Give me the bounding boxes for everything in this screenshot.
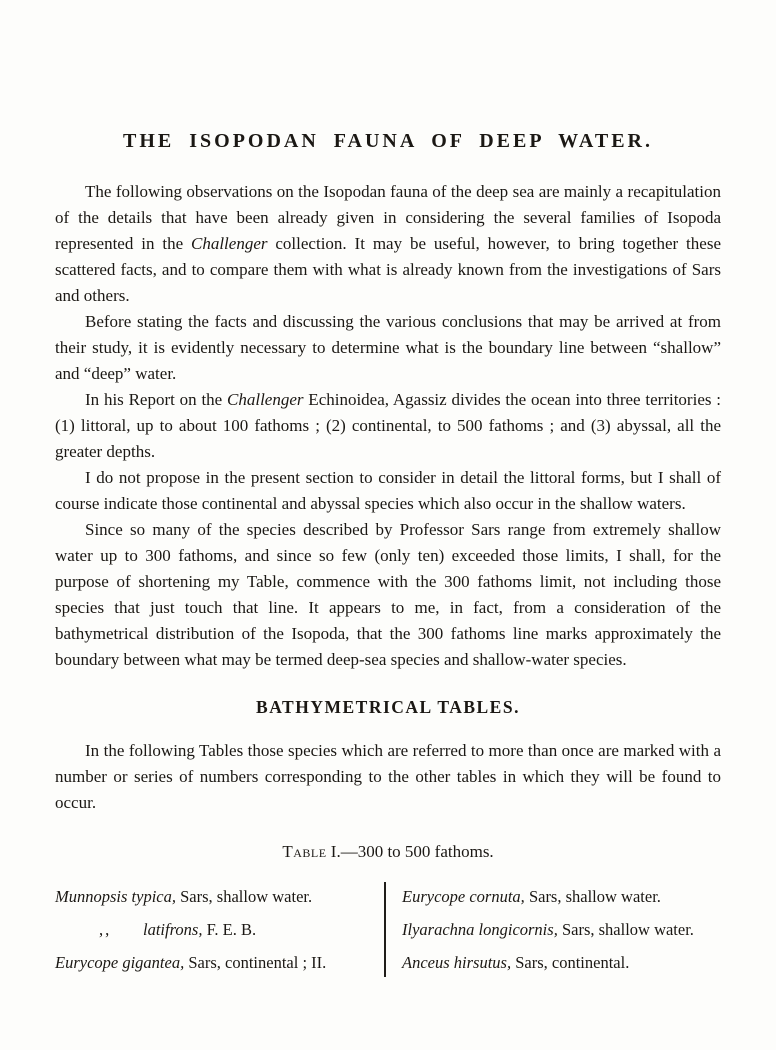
species-authority: Sars, shallow water. <box>524 887 661 906</box>
species-name: latifrons, <box>143 920 203 939</box>
species-entry <box>402 880 721 913</box>
paragraph-5: Since so many of the species described by Professor Sars range from extremely shallow water up to 300 fathoms, and since so few (only ten) exceeded those limits, I shall, for the purpose of shortening my Table, commence with the 300 fathoms limit, not including those species that just touch that line. It appears to me, in fact, from a consideration of the bathymetrical distribution of the Isopoda, that the 300 fathoms line marks approximately the boundary between what may be termed deep-sea species and shallow-water species. <box>55 520 721 669</box>
species-column-left <box>55 880 384 979</box>
species-authority: Sars, continental ; II. <box>184 953 327 972</box>
species-authority: Sars, continental. <box>511 953 630 972</box>
species-table <box>55 880 721 979</box>
species-authority: Sars, shallow water. <box>176 887 313 906</box>
paragraph-3: In his Report on the Challenger Echinoidea, Agassiz divides the ocean into three territories : (1) littoral, up to about 100 fathoms ; (2) continental, to 500 fathoms ; and (3) abyssal, all the greater depths. <box>55 390 721 461</box>
species-entry <box>402 946 721 979</box>
ditto-mark: ,, <box>99 920 112 939</box>
species-name: Munnopsis typica, <box>55 887 176 906</box>
species-name: Anceus hirsutus, <box>402 953 512 972</box>
species-column-right <box>386 880 721 979</box>
species-authority: Sars, shallow water. <box>557 920 694 939</box>
species-entry <box>55 913 374 946</box>
species-entry <box>402 913 721 946</box>
paragraph-1: The following observations on the Isopodan fauna of the deep sea are mainly a recapitulation of the details that have been already given in considering the several families of Isopoda represented in the Challenger collection. It may be useful, however, to bring together these scattered facts, and to compare them with what is already known from the investigations of Sars and others. <box>55 182 721 305</box>
table-caption-text: I.—300 to 500 fathoms. <box>326 842 494 861</box>
paragraph-2: Before stating the facts and discussing the various conclusions that may be arrived at from their study, it is evidently necessary to determine what is the boundary line between “shallow” and “deep” water. <box>55 312 721 383</box>
paragraph-4: I do not propose in the present section to consider in detail the littoral forms, but I shall of course indicate those continental and abyssal species which also occur in the shallow waters. <box>55 468 721 513</box>
species-name: Ilyarachna longicornis, <box>402 920 558 939</box>
page-title: THE ISOPODAN FAUNA OF DEEP WATER. <box>123 130 653 152</box>
species-name: Eurycope gigantea, <box>55 953 185 972</box>
species-name: Eurycope cornuta, <box>402 887 525 906</box>
table-caption <box>55 842 721 862</box>
species-entry <box>55 946 374 979</box>
section-heading: BATHYMETRICAL TABLES. <box>256 697 520 717</box>
table-caption-label: Table <box>282 842 327 861</box>
species-authority: F. E. B. <box>202 920 257 939</box>
section-intro: In the following Tables those species which are referred to more than once are marked with a number or series of numbers corresponding to the other tables in which they will be found to occur. <box>55 741 721 812</box>
species-entry <box>55 880 374 913</box>
